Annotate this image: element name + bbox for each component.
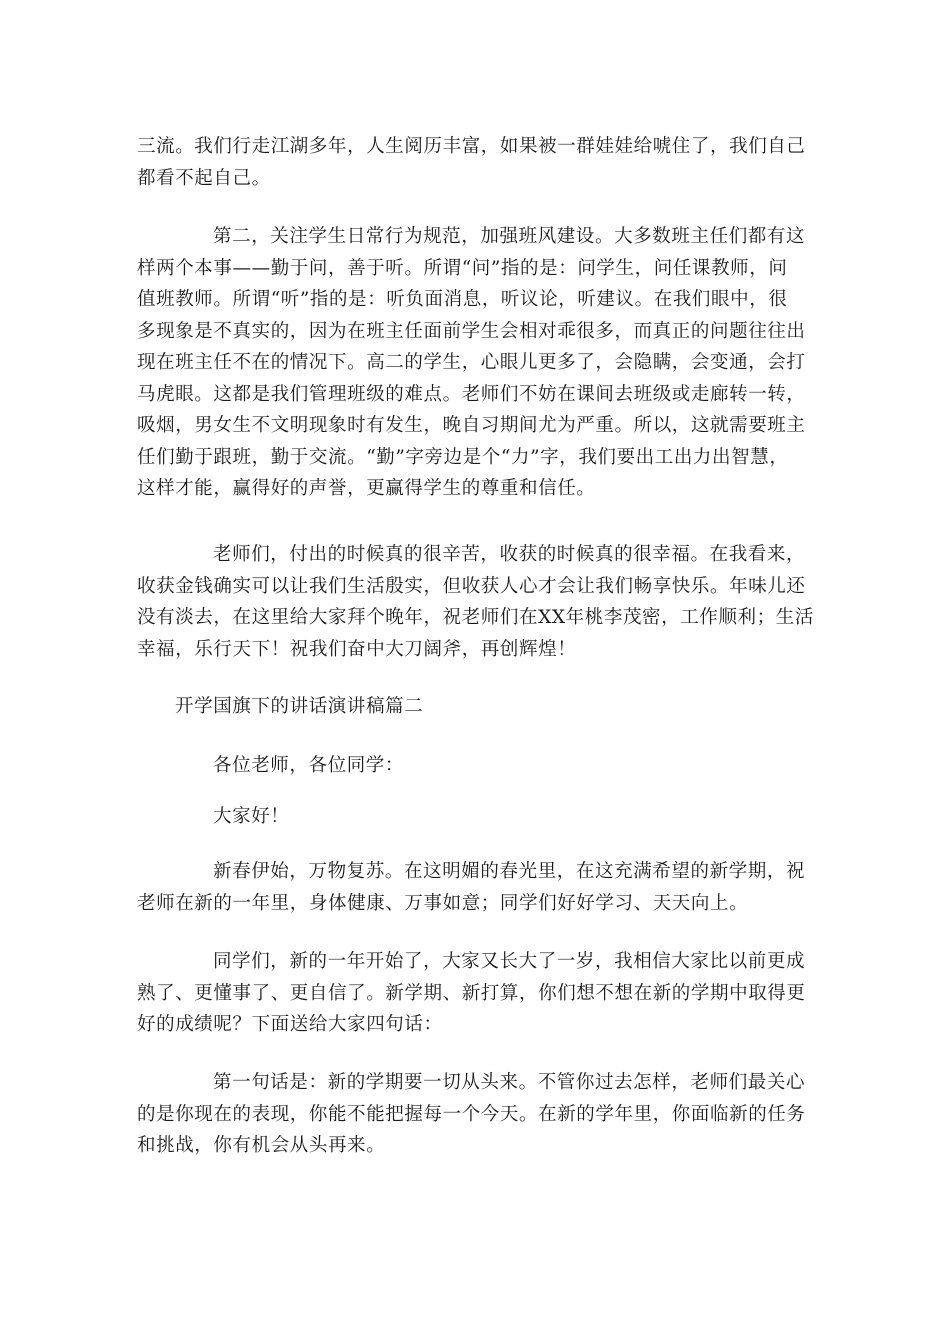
text-line: 马虎眼。这都是我们管理班级的难点。老师们不妨在课间去班级或走廊转一转， bbox=[137, 383, 806, 405]
text-line: 吸烟，男女生不文明现象时有发生，晚自习期间尤为严重。所以，这就需要班主 bbox=[137, 415, 806, 436]
text-line: 熟了、更懂事了、更自信了。新学期、新打算，你们想不想在新的学期中取得更 bbox=[137, 982, 806, 1004]
text-line: 第二，关注学生日常行为规范，加强班风建设。大多数班主任们都有这 bbox=[213, 226, 806, 247]
text-line: 三流。我们行走江湖多年，人生阅历丰富，如果被一群娃娃给唬住了，我们自己 bbox=[137, 136, 806, 157]
paragraph-continuation bbox=[137, 131, 817, 194]
section-heading: 开学国旗下的讲话演讲稿篇二 bbox=[175, 696, 424, 717]
text-line: 没有淡去，在这里给大家拜个晚年，祝老师们在XX年桃李茂密，工作顺利；生活 bbox=[137, 607, 814, 628]
text-line: 收获金钱确实可以让我们生活殷实，但收获人心才会让我们畅享快乐。年味儿还 bbox=[137, 575, 806, 597]
text-line: 样两个本事——勤于问，善于听。所谓“问”指的是：问学生，问任课教师，问 bbox=[137, 257, 788, 279]
paragraph-class-management bbox=[137, 221, 817, 505]
text-line: 任们勤于跟班，勤于交流。“勤”字旁边是个“力”字，我们要出工出力出智慧， bbox=[137, 446, 789, 468]
text-line: 值班教师。所谓“听”指的是：听负面消息，听议论，听建议。在我们眼中，很 bbox=[137, 289, 788, 310]
text-line: 第一句话是：新的学期要一切从头来。不管你过去怎样，老师们最关心 bbox=[213, 1072, 806, 1093]
text-line: 现在班主任不在的情况下。高二的学生，心眼儿更多了，会隐瞒，会变通，会打 bbox=[137, 352, 806, 373]
text-line: 的是你现在的表现，你能不能把握每一个今天。在新的学年里，你面临新的任务 bbox=[137, 1103, 806, 1125]
text-line: 和挑战，你有机会从头再来。 bbox=[137, 1135, 386, 1156]
text-line: 老师们，付出的时候真的很辛苦，收获的时候真的很幸福。在我看来， bbox=[213, 544, 806, 565]
text-line: 同学们，新的一年开始了，大家又长大了一岁，我相信大家比以前更成 bbox=[213, 951, 806, 972]
text-line: 幸福，乐行天下！祝我们奋中大刀阔斧，再创辉煌！ bbox=[137, 638, 577, 660]
text-line: 新春伊始，万物复苏。在这明媚的春光里，在这充满希望的新学期，祝 bbox=[213, 861, 806, 882]
hello-line: 大家好！ bbox=[213, 806, 290, 827]
paragraph-new-semester bbox=[137, 946, 817, 1041]
text-line: 老师在新的一年里，身体健康、万事如意；同学们好好学习、天天向上。 bbox=[137, 892, 749, 914]
paragraph-blessing bbox=[137, 539, 817, 665]
greeting-line: 各位老师，各位同学： bbox=[213, 755, 405, 776]
paragraph-new-year-wishes bbox=[137, 856, 817, 919]
text-line: 好的成绩呢？下面送给大家四句话： bbox=[137, 1014, 443, 1035]
text-line: 都看不起自己。 bbox=[137, 167, 271, 189]
text-line: 这样才能，赢得好的声誉，更赢得学生的尊重和信任。 bbox=[137, 478, 596, 499]
paragraph-first-sentence bbox=[137, 1067, 817, 1162]
text-line: 多现象是不真实的，因为在班主任面前学生会相对乖很多，而真正的问题往往出 bbox=[137, 320, 806, 342]
